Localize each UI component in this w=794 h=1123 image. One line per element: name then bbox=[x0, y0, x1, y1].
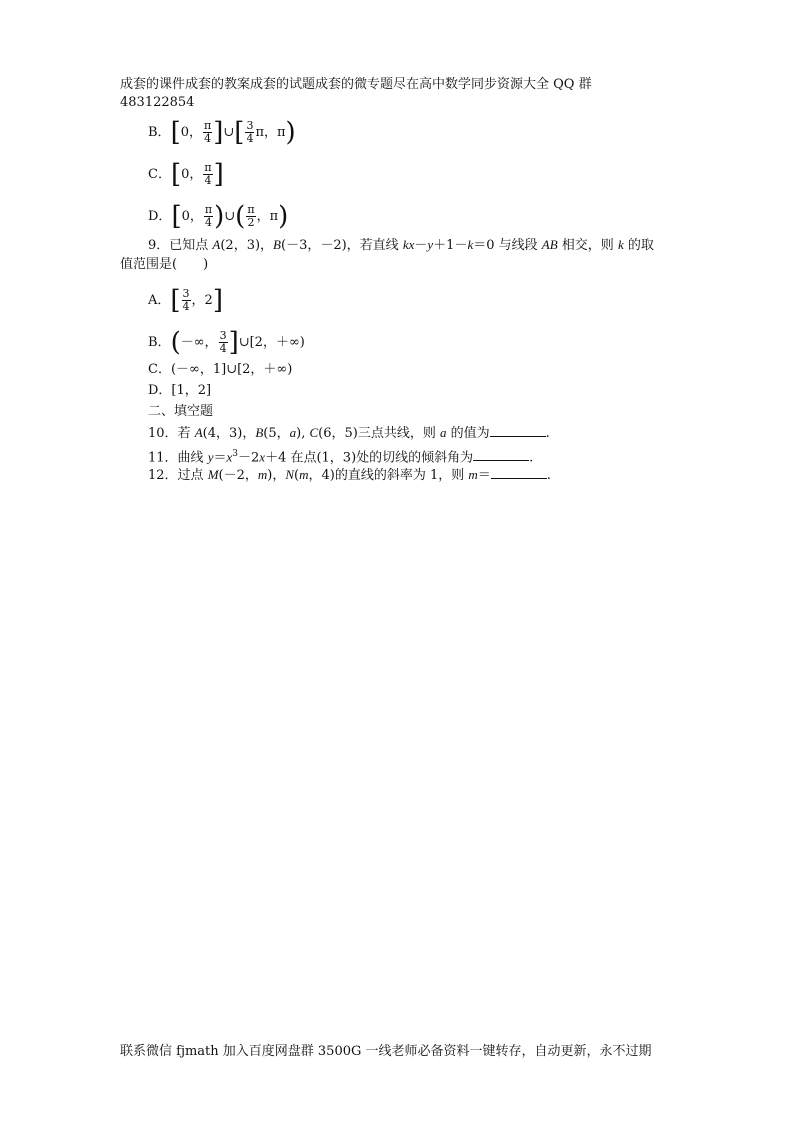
header-line-2: 483122854 bbox=[120, 95, 195, 110]
bracket: [ bbox=[170, 159, 182, 190]
superscript: 3 bbox=[232, 449, 238, 459]
math-var: a bbox=[439, 425, 447, 440]
bracket: ( bbox=[170, 327, 181, 358]
bracket: [ bbox=[234, 117, 245, 148]
math-text: (2，3)， bbox=[220, 238, 274, 253]
math-text: ), bbox=[296, 426, 310, 441]
q9-option-a bbox=[148, 285, 223, 316]
math-var: B bbox=[273, 237, 281, 252]
option-label: B． bbox=[148, 125, 171, 140]
math-text: (6，5)三点共线，则 bbox=[318, 426, 440, 441]
numerator: π bbox=[247, 203, 255, 216]
math-text: 0， bbox=[181, 209, 203, 224]
union-symbol: ∪ bbox=[224, 209, 236, 224]
math-var: m bbox=[299, 467, 309, 482]
math-text: ＋1－ bbox=[433, 238, 468, 253]
math-text: ∪[2，＋∞) bbox=[238, 335, 305, 350]
math-var: C bbox=[309, 425, 319, 440]
math-text: )， bbox=[267, 468, 286, 483]
math-text: －∞， bbox=[180, 335, 218, 350]
denominator: 4 bbox=[204, 132, 212, 145]
bracket: [ bbox=[170, 285, 181, 316]
fraction bbox=[245, 120, 254, 145]
math-text: ，π bbox=[256, 209, 279, 224]
math-text: ＝0 与线段 bbox=[473, 238, 542, 253]
q12 bbox=[148, 466, 551, 485]
math-text: ，4)的直线的斜率为 1，则 bbox=[308, 468, 469, 483]
math-text: 11．曲线 bbox=[148, 450, 208, 466]
numerator: 3 bbox=[182, 287, 190, 300]
header-text bbox=[120, 76, 680, 112]
math-text: (5， bbox=[263, 426, 290, 441]
math-var: B bbox=[255, 425, 264, 440]
bracket: ] bbox=[212, 285, 223, 316]
footer-text: 联系微信 fjmath 加入百度网盘群 3500G 一线老师必备资料一键转存，自动更新，永不过期 bbox=[120, 1044, 652, 1059]
bracket: [ bbox=[170, 117, 181, 148]
q11 bbox=[148, 445, 533, 467]
math-text: . bbox=[529, 450, 534, 466]
fraction bbox=[203, 120, 212, 145]
bracket: ) bbox=[285, 117, 296, 148]
math-var: m bbox=[257, 467, 268, 482]
math-var: y bbox=[207, 449, 214, 465]
numerator: π bbox=[204, 203, 213, 216]
math-text: 的值为 bbox=[446, 426, 490, 441]
q10 bbox=[148, 424, 550, 443]
math-text: ＋4 在点(1，3)处的切线的倾斜角为 bbox=[265, 450, 474, 466]
fraction bbox=[219, 330, 228, 355]
numerator: π bbox=[204, 119, 212, 132]
numerator: π bbox=[204, 161, 212, 174]
numerator: 3 bbox=[246, 119, 254, 132]
math-text: π，π bbox=[255, 125, 286, 140]
question-number: 9．已知点 bbox=[148, 238, 213, 253]
q8-option-d bbox=[148, 201, 289, 232]
math-text: (－2， bbox=[218, 468, 258, 483]
math-text: 10．若 bbox=[148, 426, 195, 441]
fraction bbox=[246, 204, 255, 229]
math-text: 12．过点 bbox=[148, 468, 208, 483]
math-text: －2 bbox=[238, 450, 260, 466]
q9-option-d: D．[1，2] bbox=[148, 383, 212, 398]
math-text: 0， bbox=[180, 125, 202, 140]
denominator: 4 bbox=[219, 342, 227, 355]
answer-blank bbox=[491, 466, 547, 479]
math-text: . bbox=[545, 426, 550, 441]
section-heading: 二、填空题 bbox=[148, 404, 214, 419]
math-var: kx bbox=[402, 237, 415, 252]
option-label: D． bbox=[148, 209, 172, 224]
bracket: ) bbox=[278, 201, 289, 232]
answer-blank bbox=[490, 424, 546, 437]
math-text: 的取 bbox=[623, 238, 654, 253]
math-text: . bbox=[546, 468, 551, 483]
option-label: C． bbox=[148, 167, 171, 182]
q8-option-b bbox=[148, 117, 296, 148]
math-text: 相交，则 bbox=[557, 238, 618, 253]
math-text: ，2 bbox=[191, 293, 213, 308]
fraction bbox=[204, 204, 213, 229]
math-var: A bbox=[212, 237, 221, 252]
denominator: 4 bbox=[246, 132, 254, 145]
union-symbol: ∪ bbox=[223, 125, 235, 140]
math-text: ( bbox=[294, 468, 300, 483]
fraction bbox=[203, 162, 212, 187]
answer-blank bbox=[473, 448, 529, 461]
math-var: N bbox=[285, 467, 295, 482]
math-var: y bbox=[427, 237, 434, 252]
bracket: ] bbox=[228, 327, 239, 358]
math-text: － bbox=[414, 238, 428, 253]
option-label: B． bbox=[148, 335, 171, 350]
math-text: ＝ bbox=[213, 450, 227, 466]
math-text: (4，3)， bbox=[202, 426, 256, 441]
bracket: ] bbox=[213, 117, 224, 148]
q9-stem-line-1 bbox=[148, 236, 654, 255]
math-var: k bbox=[617, 237, 624, 252]
bracket: ] bbox=[213, 159, 224, 190]
bracket: ( bbox=[235, 201, 246, 232]
q9-option-c: C．(－∞，1]∪[2，＋∞) bbox=[148, 362, 293, 377]
math-var: A bbox=[194, 425, 203, 440]
denominator: 2 bbox=[247, 216, 255, 229]
math-var: k bbox=[467, 237, 474, 252]
math-var: a bbox=[289, 425, 297, 440]
math-text: 0， bbox=[181, 167, 203, 182]
q8-option-c bbox=[148, 159, 224, 190]
math-text: (－3，－2)，若直线 bbox=[281, 238, 403, 253]
numerator: 3 bbox=[219, 329, 227, 342]
denominator: 4 bbox=[204, 216, 212, 229]
math-var: x bbox=[226, 449, 233, 465]
option-label: A． bbox=[148, 293, 171, 308]
bracket: [ bbox=[171, 201, 182, 232]
math-text: ＝ bbox=[477, 468, 491, 483]
math-var: AB bbox=[541, 237, 558, 252]
bracket: ) bbox=[214, 201, 225, 232]
denominator: 4 bbox=[204, 174, 212, 187]
math-var: M bbox=[207, 467, 219, 482]
q9-stem-line-2: 值范围是( ) bbox=[120, 257, 209, 272]
fraction bbox=[182, 288, 191, 313]
header-line-1: 成套的课件成套的教案成套的试题成套的微专题尽在高中数学同步资源大全 QQ 群 bbox=[120, 77, 592, 92]
denominator: 4 bbox=[182, 300, 190, 313]
q9-option-b bbox=[148, 327, 305, 358]
math-var: m bbox=[468, 467, 478, 482]
math-var: x bbox=[259, 449, 266, 465]
